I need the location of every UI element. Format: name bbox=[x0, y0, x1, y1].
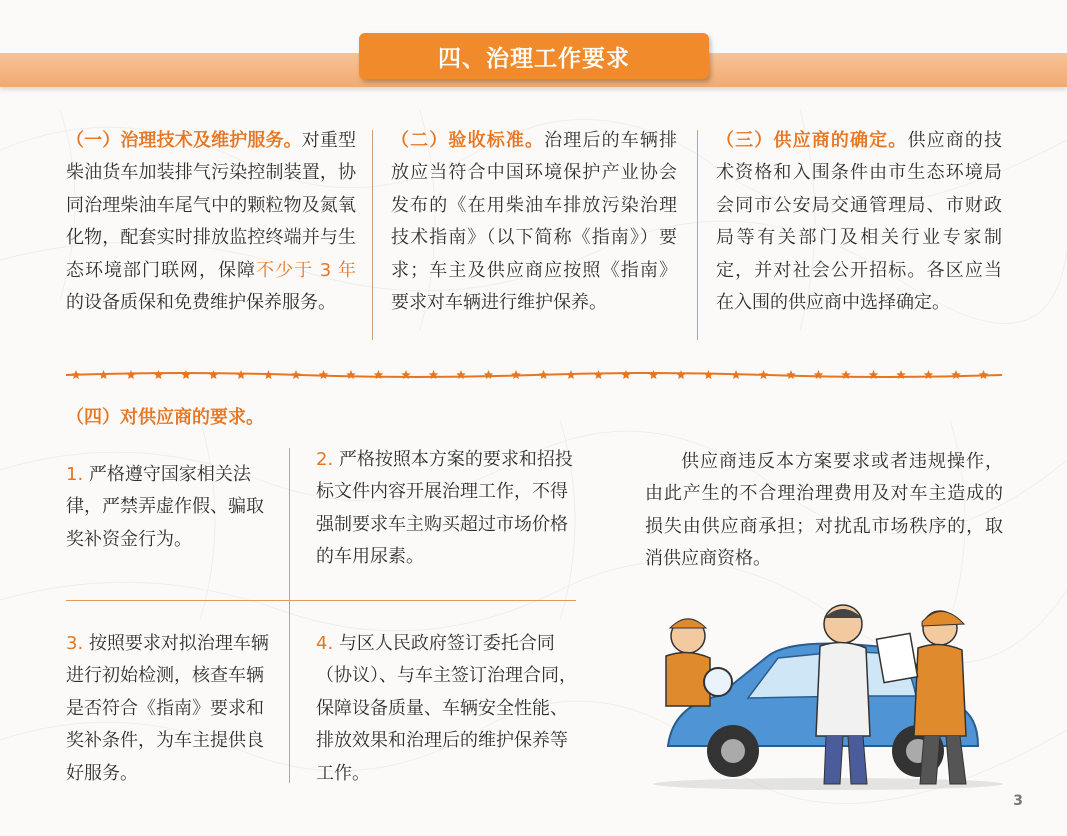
divider-star bbox=[236, 370, 246, 379]
divider-star bbox=[621, 370, 631, 379]
column-3-heading: （三）供应商的确定。 bbox=[716, 130, 908, 151]
divider-star bbox=[786, 370, 796, 379]
divider-star bbox=[154, 370, 164, 379]
column-2-heading: （二）验收标准。 bbox=[391, 130, 545, 151]
divider-star bbox=[676, 370, 686, 379]
divider-star bbox=[511, 370, 521, 379]
column-1-text-b: 的设备质保和免费维护保养服务。 bbox=[66, 292, 336, 314]
car-inspection-illustration bbox=[648, 596, 1008, 791]
column-1-text-a: 对重型柴油货车加装排气污染控制装置，协同治理柴油车尾气中的颗粒物及氮氧化物，配套实时排放监控终端并与生态环境部门联网，保障 bbox=[66, 130, 357, 281]
warranty-highlight: 不少于 3 年 bbox=[256, 259, 356, 281]
requirement-item-4 bbox=[316, 628, 578, 790]
divider-star bbox=[209, 370, 219, 379]
divider-star bbox=[731, 370, 741, 379]
divider-star bbox=[319, 370, 329, 379]
section-title: 四、治理工作要求 bbox=[359, 33, 709, 79]
item-number: 3. bbox=[66, 633, 84, 654]
divider-star bbox=[759, 370, 769, 379]
column-1-technology bbox=[66, 125, 356, 319]
grid-divider-vertical bbox=[289, 448, 290, 783]
divider-star bbox=[99, 370, 109, 379]
divider-star bbox=[979, 370, 989, 379]
divider-star bbox=[291, 370, 301, 379]
grid-divider-horizontal bbox=[66, 600, 576, 601]
requirement-item-1 bbox=[66, 459, 271, 556]
column-divider-1 bbox=[372, 130, 373, 340]
penalty-text: 供应商违反本方案要求或者违规操作，由此产生的不合理治理费用及对车主造成的损失由供应商承担；对扰乱市场秩序的，取消供应商资格。 bbox=[645, 451, 1003, 570]
item-number: 4. bbox=[316, 633, 334, 654]
divider-star bbox=[594, 370, 604, 379]
item-text: 严格按照本方案的要求和招投标文件内容开展治理工作，不得强制要求车主购买超过市场价格的车用尿素。 bbox=[316, 449, 573, 568]
column-3-text: 供应商的技术资格和入围条件由市生态环境局会同市公安局交通管理局、市财政局等有关部门及相关行业专家制定，并对社会公开招标。各区应当在入围的供应商中选择确定。 bbox=[716, 130, 1003, 314]
divider-star bbox=[126, 370, 136, 379]
column-1-heading: （一）治理技术及维护服务。 bbox=[66, 130, 302, 151]
section-4-heading: （四）对供应商的要求。 bbox=[66, 407, 264, 428]
divider-star bbox=[181, 370, 191, 379]
divider-star bbox=[539, 370, 549, 379]
divider-star bbox=[484, 370, 494, 379]
column-divider-2 bbox=[697, 130, 698, 340]
star-divider bbox=[66, 364, 1002, 386]
divider-star bbox=[264, 370, 274, 379]
divider-star bbox=[814, 370, 824, 379]
column-3-supplier bbox=[716, 125, 1002, 319]
item-text: 严格遵守国家相关法律，严禁弄虚作假、骗取奖补资金行为。 bbox=[66, 464, 264, 550]
penalty-paragraph bbox=[645, 446, 1003, 576]
divider-star bbox=[346, 370, 356, 379]
item-text: 与区人民政府签订委托合同（协议）、与车主签订治理合同，保障设备质量、车辆安全性能、排放效果和治理后的维护保养等工作。 bbox=[316, 633, 577, 784]
column-2-text: 治理后的车辆排放应当符合中国环境保护产业协会发布的《在用柴油车排放污染治理技术指南》（以下简称《指南》）要求；车主及供应商应按照《指南》要求对车辆进行维护保养。 bbox=[391, 130, 678, 314]
item-number: 2. bbox=[316, 449, 334, 470]
column-2-acceptance bbox=[391, 125, 677, 319]
divider-star bbox=[649, 370, 659, 379]
divider-star bbox=[951, 370, 961, 379]
page-number: 3 bbox=[1013, 793, 1023, 809]
divider-star bbox=[704, 370, 714, 379]
divider-star bbox=[71, 370, 81, 379]
requirement-item-2 bbox=[316, 444, 578, 574]
item-number: 1. bbox=[66, 464, 84, 485]
item-text: 按照要求对拟治理车辆进行初始检测，核查车辆是否符合《指南》要求和奖补条件，为车主提供良好服务。 bbox=[66, 633, 269, 784]
requirement-item-3 bbox=[66, 628, 271, 790]
divider-star bbox=[566, 370, 576, 379]
